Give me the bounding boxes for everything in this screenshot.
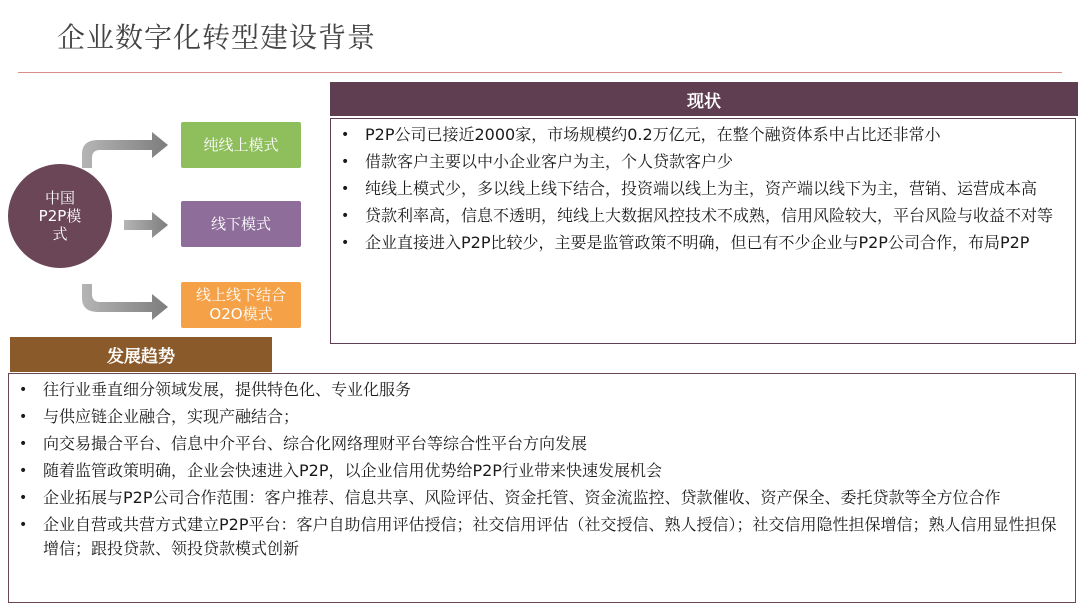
branch-arrows [70,120,180,320]
trend-item: • 往行业垂直细分领域发展，提供特色化、专业化服务 [15,378,1067,402]
status-item: • P2P公司已接近2000家，市场规模约0.2万亿元，在整个融资体系中占比还非常小 [337,123,1067,147]
trend-item: • 企业拓展与P2P公司合作范围：客户推荐、信息共享、风险评估、资金托管、资金流监控、贷款催收、资产保全、委托贷款等全方位合作 [15,486,1067,510]
arrow-to-online [82,132,168,168]
trend-list [15,378,1067,561]
trend-header: 发展趋势 [10,337,272,372]
circle-line-3: 式 [52,225,68,243]
trend-item: • 向交易撮合平台、信息中介平台、综合化网络理财平台等综合性平台方向发展 [15,432,1067,456]
status-panel [330,118,1076,344]
trend-panel [8,373,1076,603]
mode-o2o-line-1: 线上线下结合 [195,286,286,304]
mode-offline-box: 线下模式 [181,201,301,247]
trend-item: • 与供应链企业融合，实现产融结合； [15,405,1067,429]
status-list [337,123,1067,255]
arrow-to-o2o [82,284,168,320]
page-title: 企业数字化转型建设背景 [57,21,377,54]
status-item: • 借款客户主要以中小企业客户为主，个人贷款客户少 [337,150,1067,174]
status-header: 现状 [330,82,1078,116]
trend-item: • 企业自营或共营方式建立P2P平台：客户自助信用评估授信；社交信用评估（社交授信、熟人授信）；社交信用隐性担保增信；熟人信用显性担保增信；跟投贷款、领投贷款模式创新 [15,513,1067,561]
circle-line-1: 中国 [44,189,75,207]
title-divider [18,72,1062,73]
status-item: • 贷款利率高，信息不透明，纯线上大数据风控技术不成熟，信用风险较大，平台风险与收益不对等 [337,204,1067,228]
mode-o2o-box [181,282,301,328]
status-item: • 企业直接进入P2P比较少，主要是监管政策不明确，但已有不少企业与P2P公司合作，布局P2P [337,231,1067,255]
status-item: • 纯线上模式少，多以线上线下结合，投资端以线上为主，资产端以线下为主，营销、运营成本高 [337,177,1067,201]
mode-o2o-line-2: O2O模式 [209,305,273,323]
circle-line-2: P2P模 [38,207,82,225]
trend-item: • 随着监管政策明确，企业会快速进入P2P，以企业信用优势给P2P行业带来快速发展机会 [15,459,1067,483]
arrow-to-offline [124,212,168,238]
mode-online-box: 纯线上模式 [181,122,301,168]
